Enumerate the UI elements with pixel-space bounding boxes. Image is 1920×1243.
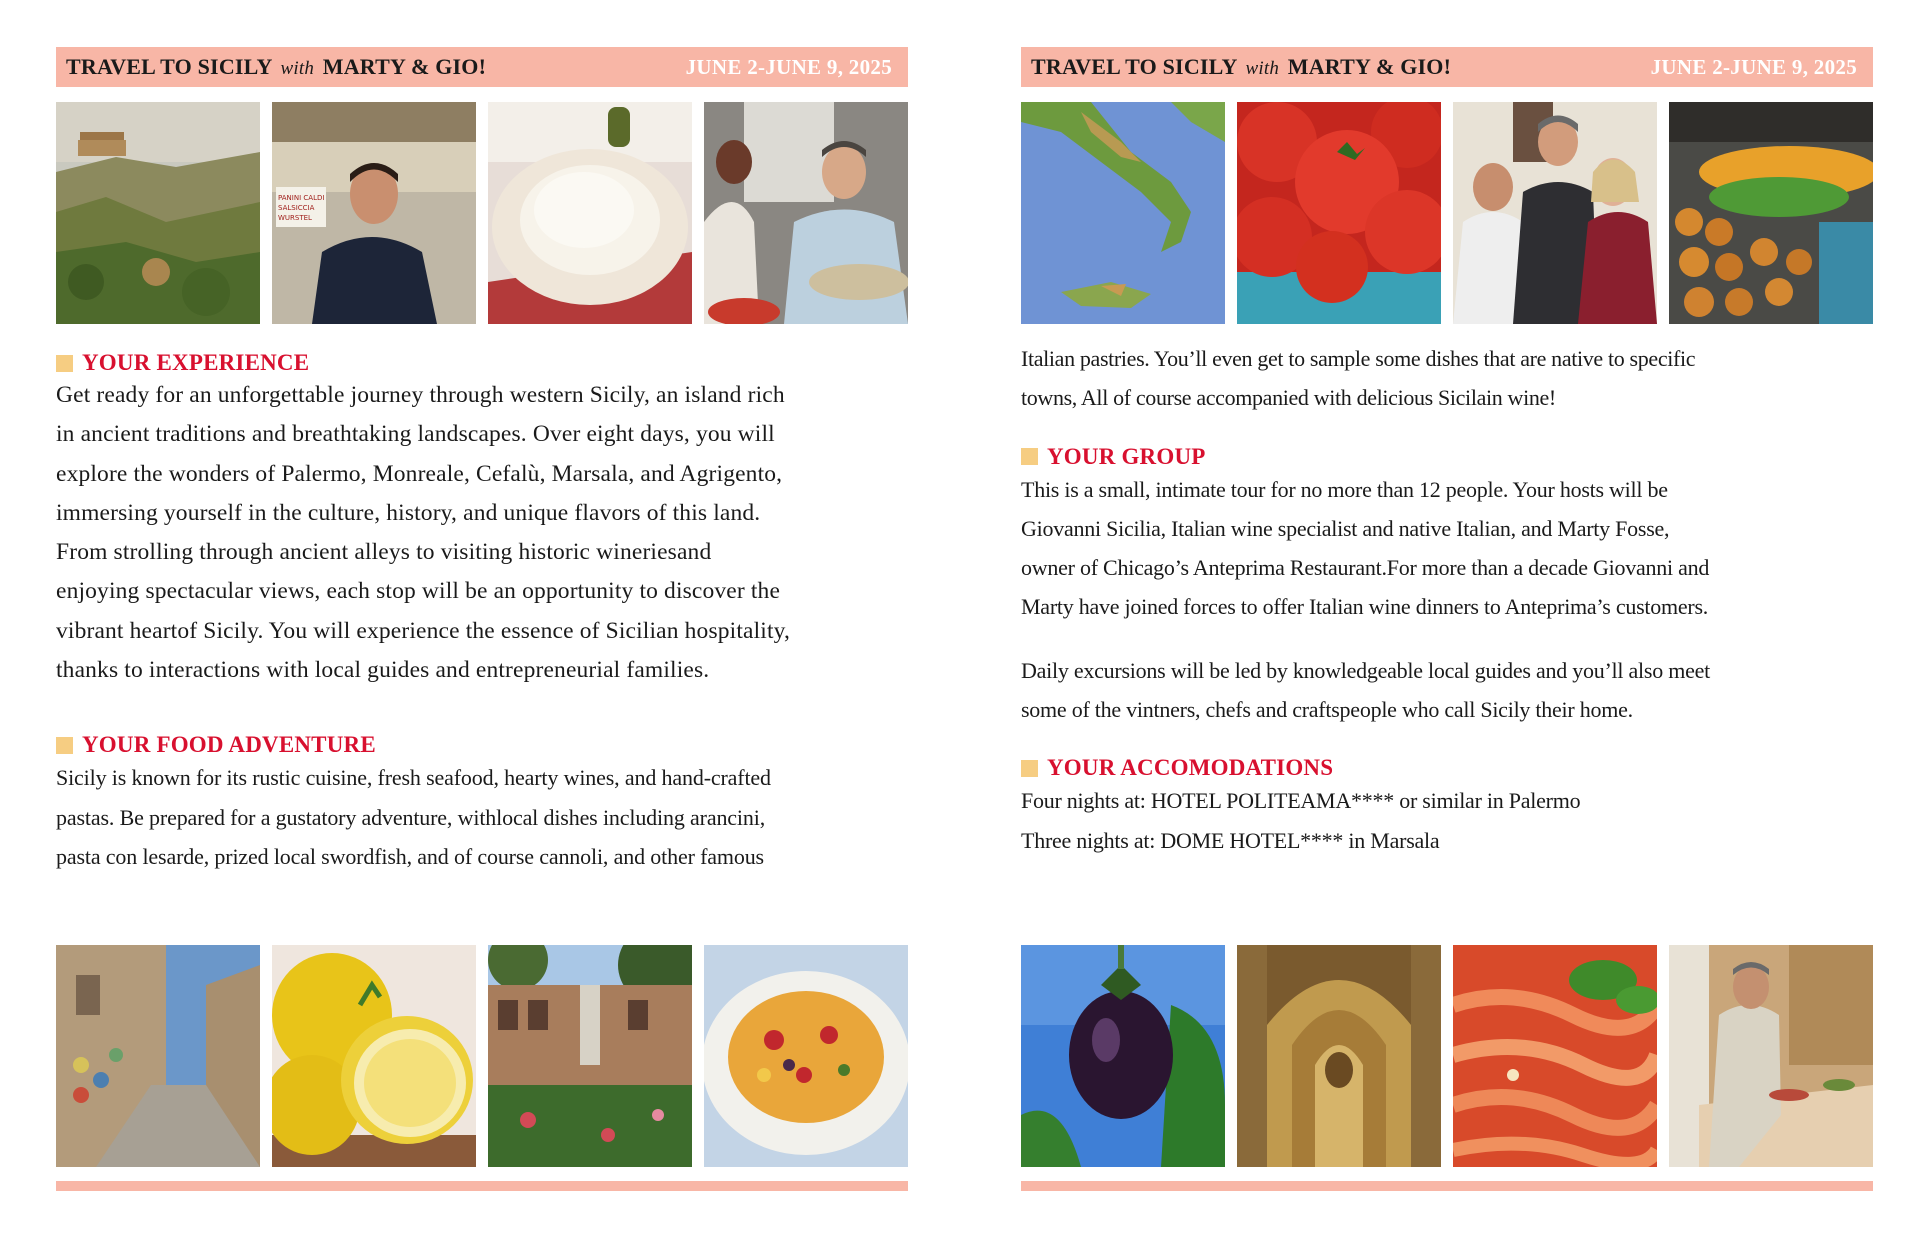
photo-ceramic-street	[56, 945, 260, 1167]
right-footer-bar	[1021, 1181, 1873, 1191]
experience-line: immersing yourself in the culture, history, and unique flavors of this land.	[56, 499, 761, 526]
photo-pasta-making	[704, 102, 908, 324]
photo-market-arancini	[1669, 102, 1873, 324]
group-paragraph-2	[1021, 651, 1873, 730]
top-photo-row	[1021, 102, 1873, 324]
experience-line: From strolling through ancient alleys to visiting historic wineriesand	[56, 539, 712, 566]
section-accommodations-heading	[1021, 755, 1873, 781]
header-title-post: MARTY & GIO!	[322, 54, 487, 79]
page-header	[56, 47, 908, 87]
bottom-photo-row	[1021, 945, 1873, 1167]
group-line: some of the vintners, chefs and craftspeople who call Sicily their home.	[1021, 697, 1633, 723]
food-paragraph	[56, 758, 908, 876]
header-title-pre: TRAVEL TO SICILY	[66, 54, 272, 79]
accommodation-line: Three nights at: DOME HOTEL**** in Marsala	[1021, 827, 1440, 853]
header-title	[66, 54, 486, 80]
svg-text:WURSTEL: WURSTEL	[278, 214, 312, 222]
header-title-with: with	[1245, 58, 1280, 79]
header-title	[1031, 54, 1451, 80]
bullet-square-icon	[1021, 760, 1038, 777]
header-title-post: MARTY & GIO!	[1287, 54, 1452, 79]
continued-line: Italian pastries. You’ll even get to sample some dishes that are native to specific	[1021, 346, 1696, 371]
group-line: Giovanni Sicilia, Italian wine specialist and native Italian, and Marty Fosse,	[1021, 515, 1670, 541]
experience-line: Get ready for an unforgettable journey through western Sicily, an island rich	[56, 382, 785, 408]
photo-cathedral-interior	[1237, 945, 1441, 1167]
food-line: pastas. Be prepared for a gustatory adventure, withlocal dishes including arancini,	[56, 804, 766, 830]
header-dates: JUNE 2-JUNE 9, 2025	[1650, 54, 1857, 79]
header-title-pre: TRAVEL TO SICILY	[1031, 54, 1237, 79]
group-heading-text: YOUR GROUP	[1047, 443, 1206, 469]
bullet-square-icon	[56, 355, 73, 372]
right-page	[1021, 47, 1873, 860]
experience-heading-text: YOUR EXPERIENCE	[82, 350, 310, 375]
food-line: pasta con lesarde, prized local swordfish, and of course cannoli, and other famous	[56, 843, 764, 869]
continued-paragraph	[1021, 339, 1873, 418]
experience-line: vibrant heartof Sicily. You will experience the essence of Sicilian hospitality,	[56, 617, 791, 644]
shop-sign-text: PANINI CALDI	[278, 194, 325, 202]
continued-line: towns, All of course accompanied with delicious Sicilain wine!	[1021, 385, 1556, 411]
group-line: Daily excursions will be led by knowledgeable local guides and you’ll also meet	[1021, 657, 1710, 683]
svg-text:SALSICCIA: SALSICCIA	[278, 204, 315, 212]
section-experience-heading	[56, 350, 908, 376]
section-group-heading	[1021, 444, 1873, 470]
group-paragraph-1	[1021, 470, 1873, 627]
photo-fusilli-pasta	[704, 945, 908, 1167]
photo-temple-landscape	[56, 102, 260, 324]
photo-italy-map	[1021, 102, 1225, 324]
photo-tomatoes	[1237, 102, 1441, 324]
photo-hosts-group	[1453, 102, 1657, 324]
header-title-with: with	[280, 58, 315, 79]
experience-paragraph	[56, 376, 908, 690]
bullet-square-icon	[56, 737, 73, 754]
section-food-heading	[56, 732, 908, 758]
food-heading-text: YOUR FOOD ADVENTURE	[82, 732, 376, 758]
photo-tagliatelle	[1453, 945, 1657, 1167]
header-dates: JUNE 2-JUNE 9, 2025	[685, 54, 892, 79]
top-photo-row	[56, 102, 908, 324]
experience-line: enjoying spectacular views, each stop will be an opportunity to discover the	[56, 578, 781, 605]
photo-shop-owner	[272, 102, 476, 324]
left-footer-bar	[56, 1181, 908, 1191]
experience-line: explore the wonders of Palermo, Monreale, Cefalù, Marsala, and Agrigento,	[56, 460, 783, 487]
accommodation-line: Four nights at: HOTEL POLITEAMA**** or similar in Palermo	[1021, 788, 1581, 814]
food-line: Sicily is known for its rustic cuisine, fresh seafood, hearty wines, and hand-crafted	[56, 765, 771, 791]
left-page	[56, 47, 908, 876]
group-line: This is a small, intimate tour for no more than 12 people. Your hosts will be	[1021, 476, 1668, 502]
experience-line: in ancient traditions and breathtaking landscapes. Over eight days, you will	[56, 421, 775, 448]
photo-host-at-table	[1669, 945, 1873, 1167]
photo-burrata	[488, 102, 692, 324]
group-line: Marty have joined forces to offer Italian wine dinners to Anteprima’s customers.	[1021, 594, 1709, 620]
page-header	[1021, 47, 1873, 87]
accommodations-paragraph	[1021, 781, 1873, 860]
photo-eggplant	[1021, 945, 1225, 1167]
group-line: owner of Chicago’s Anteprima Restaurant.For more than a decade Giovanni and	[1021, 555, 1710, 581]
bottom-photo-row	[56, 945, 908, 1167]
experience-line: thanks to interactions with local guides and entrepreneurial families.	[56, 657, 710, 684]
photo-palace-courtyard	[488, 945, 692, 1167]
bullet-square-icon	[1021, 448, 1038, 465]
photo-lemons	[272, 945, 476, 1167]
accommodations-heading-text: YOUR ACCOMODATIONS	[1047, 755, 1334, 781]
